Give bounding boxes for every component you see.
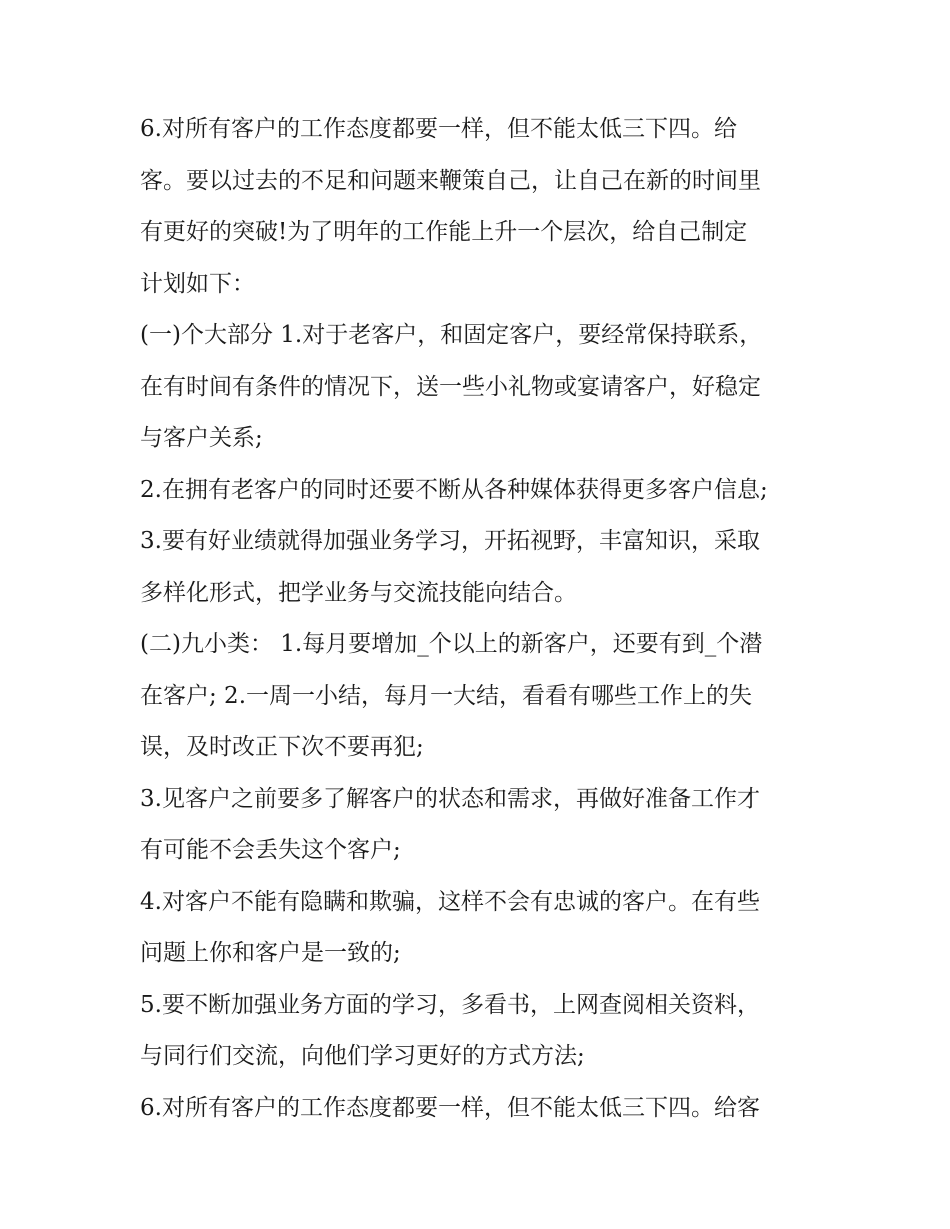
- text-line: 与客户关系;: [140, 425, 263, 451]
- text-line: 在客户; 2.一周一小结，每月一大结，看看有哪些工作上的失: [140, 682, 753, 709]
- text-line: 误，及时改正下次不要再犯;: [140, 734, 424, 760]
- document-body: [140, 104, 820, 1134]
- text-line: 5.要不断加强业务方面的学习，多看书，上网查阅相关资料，: [140, 991, 760, 1018]
- text-line: (一)个大部分 1.对于老客户，和固定客户，要经常保持联系，: [140, 322, 763, 348]
- text-line: 2.在拥有老客户的同时还要不断从各种媒体获得更多客户信息;: [140, 476, 768, 503]
- text-line: 6.对所有客户的工作态度都要一样，但不能太低三下四。给客: [140, 1094, 760, 1121]
- text-line: 4.对客户不能有隐瞒和欺骗，这样不会有忠诚的客户。在有些: [140, 888, 760, 915]
- text-line: 有可能不会丢失这个客户;: [140, 837, 401, 863]
- text-line: 计划如下：: [140, 270, 255, 297]
- text-line: 有更好的突破!为了明年的工作能上升一个层次，给自己制定: [140, 219, 748, 245]
- text-line: 6.对所有客户的工作态度都要一样，但不能太低三下四。给: [140, 116, 737, 142]
- text-line: 与同行们交流，向他们学习更好的方式方法;: [140, 1043, 585, 1069]
- text-line: (二)九小类： 1.每月要增加_个以上的新客户，还要有到_个潜: [140, 631, 763, 657]
- text-line: 客。要以过去的不足和问题来鞭策自己，让自己在新的时间里: [140, 167, 761, 194]
- text-line: 3.见客户之前要多了解客户的状态和需求，再做好准备工作才: [140, 785, 760, 812]
- text-line: 3.要有好业绩就得加强业务学习，开拓视野，丰富知识，采取: [140, 528, 760, 554]
- text-line: 多样化形式，把学业务与交流技能向结合。: [140, 579, 577, 606]
- text-line: 问题上你和客户是一致的;: [140, 940, 401, 966]
- text-line: 在有时间有条件的情况下，送一些小礼物或宴请客户，好稳定: [140, 373, 761, 400]
